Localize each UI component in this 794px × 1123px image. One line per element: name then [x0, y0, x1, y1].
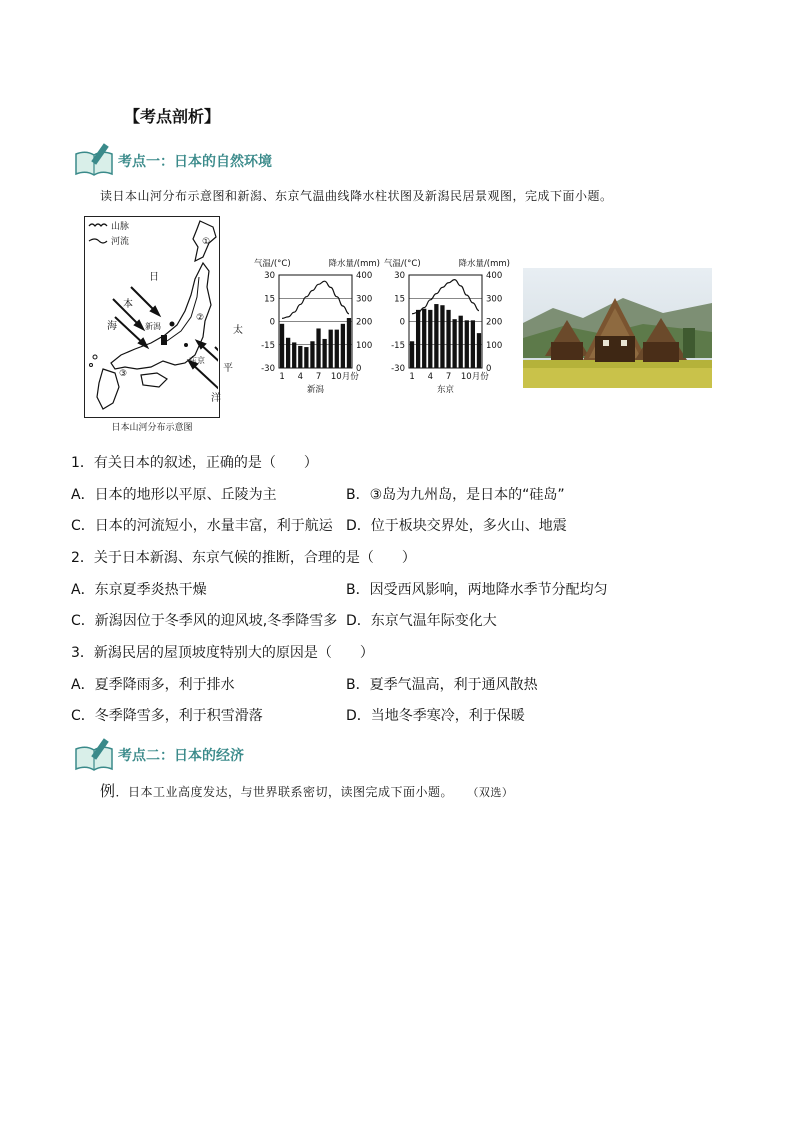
- chart-temp-line: [412, 280, 479, 314]
- question-1-option-c: C．日本的河流短小，水量丰富，利于航运: [71, 518, 333, 534]
- chart-x-tick: 4: [427, 372, 434, 382]
- chart-bar: [347, 318, 351, 368]
- question-3-option-d: D．当地冬季寒冷，利于保暖: [346, 708, 525, 724]
- legend-mountain: 山脉: [111, 222, 130, 232]
- chart-temp-line: [282, 281, 349, 318]
- chart-left-tick: 0: [269, 317, 275, 328]
- chart-right-tick: 200: [356, 317, 373, 328]
- chart-x-tick: 1: [279, 372, 285, 382]
- chart-bar: [310, 341, 314, 368]
- chart-right-tick: 100: [486, 340, 503, 351]
- question-3-option-b: B．夏季气温高，利于通风散热: [346, 677, 538, 693]
- book-pen-icon-2: [74, 737, 114, 769]
- chart-right-tick: 0: [356, 364, 362, 374]
- map-label-tokyo: 东京: [189, 356, 205, 365]
- chart-bar: [471, 320, 475, 368]
- chart-x-tick: 4: [297, 372, 304, 382]
- map-label-ri: 日: [149, 272, 159, 283]
- chart-left-tick: -15: [391, 340, 405, 351]
- map-label-3: ③: [119, 369, 128, 379]
- chart-right-tick: 400: [356, 271, 373, 281]
- map-label-2: ②: [196, 313, 205, 323]
- chart-bar: [410, 341, 414, 368]
- map-label-yang: 洋: [211, 393, 221, 404]
- question-1-option-d: D．位于板块交界处，多火山、地震: [346, 518, 567, 534]
- chart-ylabel-left: 气温/(°C): [384, 259, 421, 269]
- chart-left-tick: -30: [391, 364, 405, 374]
- question-2-option-c: C．新潟因位于冬季风的迎风坡,冬季降雪多: [71, 613, 338, 629]
- chart-bar: [440, 305, 444, 368]
- intro-text: 读日本山河分布示意图和新潟、东京气温曲线降水柱状图及新潟民居景观图，完成下面小题。: [100, 189, 613, 203]
- question-2-stem: 2．关于日本新潟、东京气候的推断，合理的是（ ）: [71, 550, 416, 566]
- chart-left-tick: 30: [394, 271, 405, 281]
- example-text: ．日本工业高度发达，与世界联系密切，读图完成下面小题。: [115, 785, 454, 799]
- question-3-option-a: A．夏季降雨多，利于排水: [71, 677, 235, 693]
- kp2-title: 考点二：日本的经济: [118, 748, 244, 764]
- chart-left-tick: -15: [261, 340, 275, 351]
- chart-x-tick: 10月份: [330, 372, 359, 382]
- chart-ylabel-right: 降水量/(mm): [328, 259, 380, 269]
- map-label-ben: 本: [123, 299, 133, 310]
- chart-left-tick: 0: [399, 317, 405, 328]
- chart-bar: [428, 310, 432, 368]
- chart-bar: [452, 319, 456, 368]
- section-title: 【考点剖析】: [124, 107, 221, 126]
- chart-bar: [304, 347, 308, 368]
- chart-right-tick: 0: [486, 364, 492, 374]
- chart-bar: [292, 342, 296, 368]
- question-3-stem: 3．新潟民居的屋顶坡度特别大的原因是（ ）: [71, 645, 374, 661]
- question-2-option-b: B．因受西风影响，两地降水季节分配均匀: [346, 582, 608, 598]
- map-caption: 日本山河分布示意图: [111, 423, 193, 433]
- chart-left-tick: -30: [261, 364, 275, 374]
- chart-ylabel-right: 降水量/(mm): [458, 259, 510, 269]
- chart-x-tick: 1: [409, 372, 415, 382]
- legend-river: 河流: [111, 237, 130, 247]
- chart-bar: [329, 330, 333, 368]
- book-pen-icon: [74, 142, 114, 174]
- chart-bar: [422, 309, 426, 368]
- chart-bar: [286, 338, 290, 368]
- map-label-1: ①: [202, 237, 211, 247]
- chart-left-tick: 15: [394, 294, 405, 305]
- example-label: 例: [100, 782, 116, 800]
- question-2-option-a: A．东京夏季炎热干燥: [71, 582, 207, 598]
- chart-bar: [459, 316, 463, 368]
- chart-bar: [416, 310, 420, 368]
- chart-right-tick: 300: [356, 294, 373, 305]
- chart-title: 新潟: [306, 385, 325, 395]
- chart-ylabel-left: 气温/(°C): [254, 259, 291, 269]
- chart-right-tick: 400: [486, 271, 503, 281]
- chart-bar: [298, 346, 302, 368]
- climate-chart-tokyo: [382, 255, 522, 405]
- question-1-option-a: A．日本的地形以平原、丘陵为主: [71, 487, 277, 503]
- japan-map: [84, 216, 243, 418]
- chart-right-tick: 300: [486, 294, 503, 305]
- map-label-hai: 海: [107, 321, 117, 332]
- chart-bar: [322, 339, 326, 368]
- chart-right-tick: 200: [486, 317, 503, 328]
- example-note: （双选）: [467, 786, 514, 799]
- chart-right-tick: 100: [356, 340, 373, 351]
- chart-bar: [316, 328, 320, 368]
- chart-bar: [446, 310, 450, 368]
- question-2-option-d: D．东京气温年际变化大: [346, 613, 497, 629]
- chart-title: 东京: [436, 385, 455, 395]
- example-line: [100, 780, 513, 801]
- chart-bar: [341, 324, 345, 368]
- chart-left-tick: 30: [264, 271, 275, 281]
- question-1-stem: 1．有关日本的叙述，正确的是（ ）: [71, 455, 318, 471]
- chart-bar: [280, 324, 284, 368]
- chart-bar: [434, 304, 438, 368]
- chart-bar: [477, 333, 481, 368]
- question-1-option-b: B．③岛为九州岛，是日本的“硅岛”: [346, 487, 565, 503]
- map-label-niigata: 新潟: [145, 322, 161, 331]
- chart-x-tick: 7: [445, 372, 452, 382]
- chart-x-tick: 10月份: [460, 372, 489, 382]
- climate-chart-niigata: [252, 255, 386, 405]
- map-label-tai: 太: [233, 325, 243, 336]
- map-label-ping: 平: [223, 363, 233, 374]
- chart-x-tick: 7: [315, 372, 322, 382]
- chart-left-tick: 15: [264, 294, 275, 305]
- question-3-option-c: C．冬季降雪多，利于积雪滑落: [71, 708, 263, 724]
- chart-bar: [465, 320, 469, 368]
- kp1-title: 考点一：日本的自然环境: [118, 154, 272, 170]
- chart-bar: [335, 330, 339, 368]
- niigata-house-photo: [523, 268, 712, 388]
